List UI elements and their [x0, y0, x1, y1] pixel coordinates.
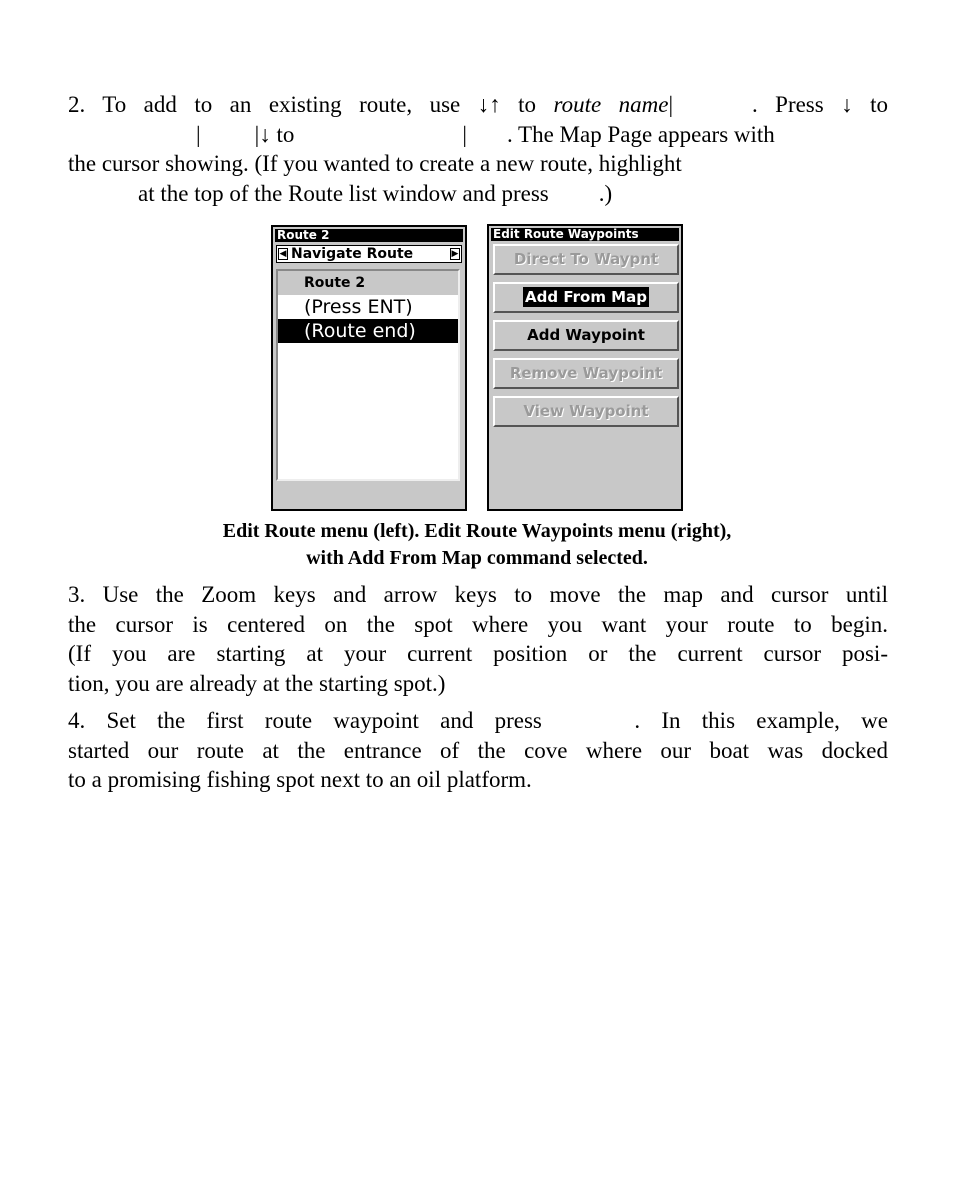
- step-2-line-2: | |↓ to | . The Map Page appears with: [196, 121, 775, 147]
- add-from-map-button[interactable]: Add From Map: [493, 282, 679, 313]
- list-item-route-end[interactable]: (Route end): [278, 319, 458, 343]
- step-2-line-3: the cursor showing. (If you wanted to create a new route, highlight: [68, 151, 682, 176]
- route-title-bar: Route 2: [275, 229, 463, 242]
- remove-waypoint-button[interactable]: Remove Waypoint: [493, 358, 679, 389]
- view-waypoint-button[interactable]: View Waypoint: [493, 396, 679, 427]
- route-waypoint-list: [276, 269, 460, 481]
- step-4-paragraph: 4. Set the first route waypoint and press . In this example, we started our route at the entrance of the cove where our boat was docked to a promising fishing spot next to an oil platform.: [68, 708, 888, 792]
- direct-to-waypoint-button[interactable]: Direct To Waypnt: [493, 244, 679, 275]
- figure-caption: Edit Route menu (left). Edit Route Waypoints menu (right), with Add From Map command selected.: [222, 520, 732, 569]
- selector-label: Navigate Route: [291, 246, 414, 262]
- list-item-press-ent[interactable]: (Press ENT): [304, 296, 413, 318]
- step-2-line-4: at the top of the Route list window and press .): [138, 180, 613, 206]
- step-4-line-1: 4. Set the first route waypoint and press . In this example, we: [68, 708, 888, 733]
- navigate-route-selector[interactable]: [276, 245, 462, 263]
- list-header: Route 2: [278, 271, 458, 295]
- arrow-left-icon[interactable]: ◀: [279, 249, 287, 259]
- edit-route-waypoints-screen: [487, 224, 683, 511]
- add-waypoint-button[interactable]: Add Waypoint: [493, 320, 679, 351]
- edit-route-screen: [271, 225, 467, 511]
- arrow-right-icon[interactable]: ▶: [451, 249, 459, 259]
- step-3-paragraph: 3. Use the Zoom keys and arrow keys to move the map and cursor until the cursor is centered on the spot where you want your route to begin. (If you are starting at your current position or the current cursor posi- tion, you are already at the starting spot.): [68, 582, 888, 696]
- step-2-line-1: 2. To add to an existing route, use ↓↑ to route name| . Press ↓ to: [68, 92, 889, 117]
- step-2-paragraph: [68, 90, 888, 208]
- waypoints-title-bar: Edit Route Waypoints: [491, 228, 679, 241]
